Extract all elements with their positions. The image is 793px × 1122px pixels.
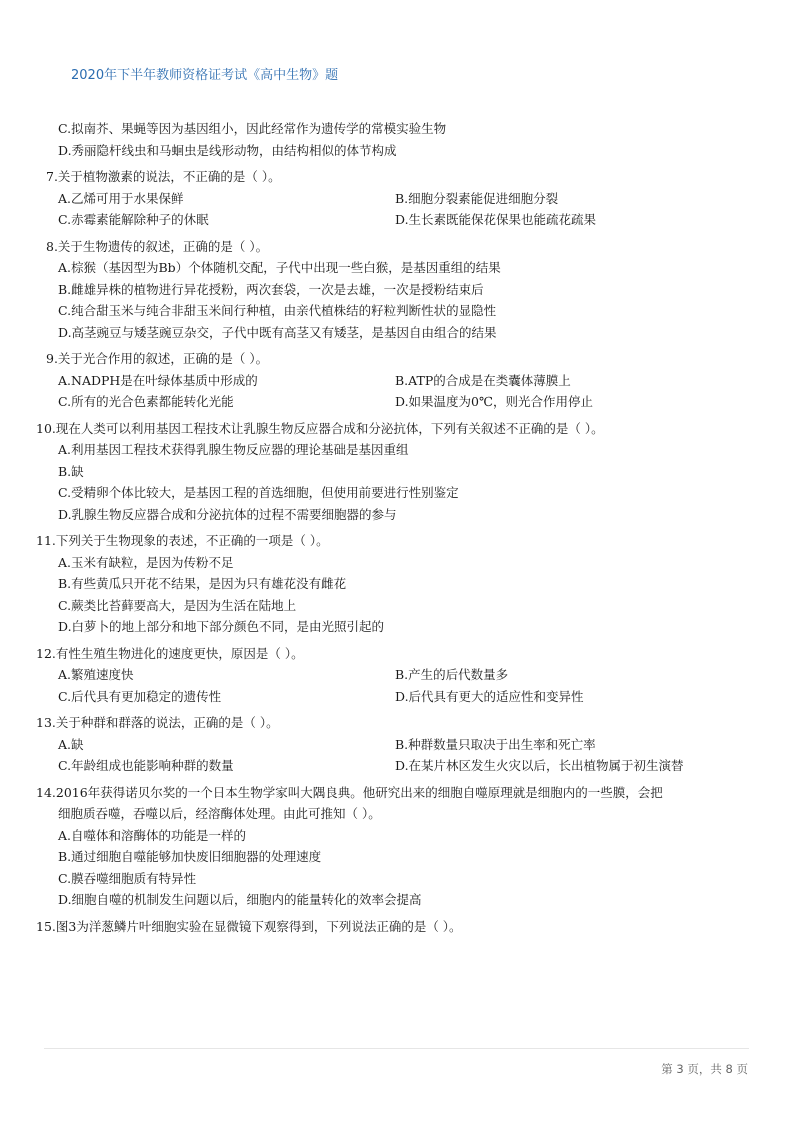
option-c: C.后代具有更加稳定的遗传性: [58, 688, 222, 704]
question-9-stem: 9.关于光合作用的叙述，正确的是（ ）。: [46, 351, 269, 366]
option-b: B.有些黄瓜只开花不结果，是因为只有雄花没有雌花: [58, 576, 347, 591]
question-9-options-row-1: [36, 370, 756, 392]
question-list: [36, 118, 756, 937]
option-c: C.受精卵个体比较大，是基因工程的首选细胞，但使用前要进行性别鉴定: [58, 485, 459, 500]
question-12-options-row-1: [36, 664, 756, 686]
question-7-options-row-1: [36, 188, 756, 210]
option-a: A.棕猴（基因型为Bb）个体随机交配，子代中出现一些白猴，是基因重组的结果: [58, 260, 501, 275]
footer-divider: [44, 1048, 749, 1049]
option-c: C.所有的光合色素都能转化光能: [58, 394, 234, 409]
option-d: D.高茎豌豆与矮茎豌豆杂交，子代中既有高茎又有矮茎，是基因自由组合的结果: [58, 324, 497, 340]
option-c: C.纯合甜玉米与纯合非甜玉米间行种植，由亲代植株结的籽粒判断性状的显隐性: [58, 303, 497, 318]
question-15-stem: 15.图3为洋葱鳞片叶细胞实验在显微镜下观察得到，下列说法正确的是（ ）。: [36, 918, 462, 934]
question-13-options-row-2: [36, 755, 756, 777]
question-8-stem: 8.关于生物遗传的叙述，正确的是（ ）。: [46, 238, 269, 254]
question-12-options-row-2: [36, 686, 756, 708]
question-14-stem: 14.2016年获得诺贝尔奖的一个日本生物学家叫大隅良典。他研究出来的细胞自噬原理就是细胞内的一些膜，会把: [36, 784, 663, 800]
option-a: A.NADPH是在叶绿体基质中形成的: [58, 372, 258, 388]
option-b: B.雌雄异株的植物进行异花授粉，两次套袋，一次是去雄，一次是授粉结束后: [58, 281, 484, 297]
option-b: B.产生的后代数量多: [395, 667, 509, 682]
option-c: C.赤霉素能解除种子的休眠: [58, 212, 209, 227]
option-d: D.如果温度为0℃，则光合作用停止: [395, 394, 593, 409]
question-9-options-row-2: [36, 391, 756, 413]
option-line: C.拟南芥、果蝇等因为基因组小，因此经常作为遗传学的常模实验生物: [58, 121, 447, 136]
option-b: B.缺: [58, 463, 84, 479]
question-14-stem-continued: 细胞质吞噬，吞噬以后，经溶酶体处理。由此可推知（ ）。: [58, 806, 381, 821]
option-b: B.细胞分裂素能促进细胞分裂: [395, 190, 559, 206]
option-b: B.种群数量只取决于出生率和死亡率: [395, 736, 596, 752]
option-line: D.秀丽隐杆线虫和马蛔虫是线形动物，由结构相似的体节构成: [58, 142, 397, 158]
option-a: A.乙烯可用于水果保鲜: [58, 190, 184, 206]
option-a: A.利用基因工程技术获得乳腺生物反应器的理论基础是基因重组: [58, 442, 409, 457]
option-d: D.细胞自噬的机制发生问题以后，细胞内的能量转化的效率会提高: [58, 892, 422, 907]
question-12-stem: 12.有性生殖生物进化的速度更快，原因是（ ）。: [36, 645, 304, 661]
option-d: D.在某片林区发生火灾以后，长出植物属于初生演替: [395, 758, 684, 773]
question-13-stem: 13.关于种群和群落的说法，正确的是（ ）。: [36, 715, 279, 730]
question-7-stem: 7.关于植物激素的说法，不正确的是（ ）。: [46, 169, 281, 184]
option-a: A.缺: [58, 736, 84, 752]
option-d: D.白萝卜的地上部分和地下部分颜色不同，是由光照引起的: [58, 619, 385, 634]
option-c: C.年龄组成也能影响种群的数量: [58, 758, 234, 773]
question-11-stem: 11.下列关于生物现象的表述，不正确的一项是（ ）。: [36, 533, 329, 548]
option-c: C.膜吞噬细胞质有特异性: [58, 870, 197, 886]
page-number: 第 3 页，共 8 页: [661, 1062, 748, 1076]
option-a: A.繁殖速度快: [58, 667, 134, 682]
question-13-options-row-1: [36, 734, 756, 756]
option-a: A.玉米有缺粒，是因为传粉不足: [58, 554, 234, 570]
option-c: C.蕨类比苔藓要高大，是因为生活在陆地上: [58, 597, 297, 613]
option-b: B.通过细胞自噬能够加快废旧细胞器的处理速度: [58, 849, 322, 864]
question-7-options-row-2: [36, 209, 756, 231]
document-header-title: 2020年下半年教师资格证考试《高中生物》题: [71, 68, 339, 83]
option-d: D.生长素既能保花保果也能疏花疏果: [395, 212, 597, 227]
option-d: D.乳腺生物反应器合成和分泌抗体的过程不需要细胞器的参与: [58, 506, 397, 522]
option-b: B.ATP的合成是在类囊体薄膜上: [395, 372, 571, 388]
option-d: D.后代具有更大的适应性和变异性: [395, 688, 584, 704]
option-a: A.自噬体和溶酶体的功能是一样的: [58, 827, 247, 843]
question-10-stem: 10.现在人类可以利用基因工程技术让乳腺生物反应器合成和分泌抗体，下列有关叙述不正确的是（ ）。: [36, 420, 604, 436]
